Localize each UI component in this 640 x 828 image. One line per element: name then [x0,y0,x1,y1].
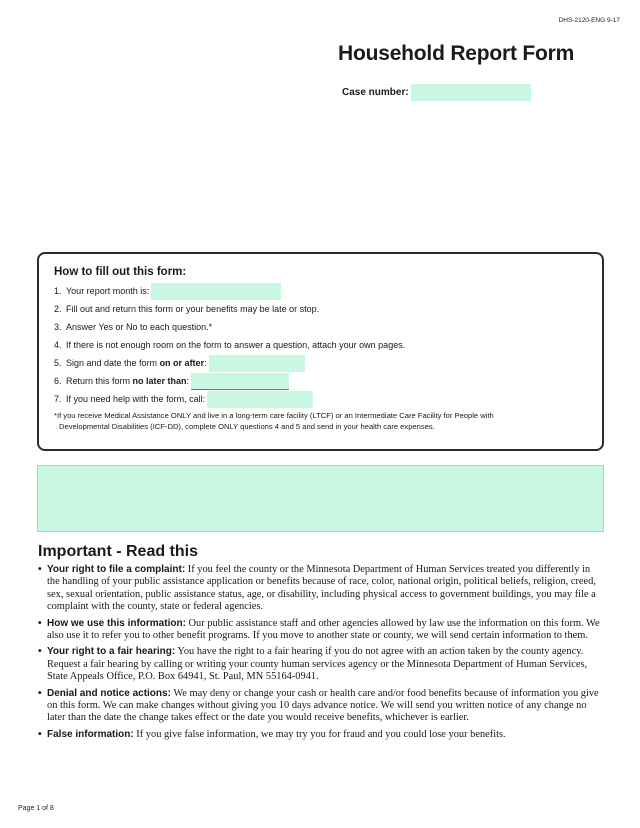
important-item [38,688,604,725]
how-to-item [54,354,588,372]
item-lead: Denial and notice actions: [47,687,171,699]
important-list [38,564,604,741]
item-text-suffix: : [204,358,207,368]
how-to-item [54,282,588,300]
how-to-item [54,390,588,408]
footnote-line: *If you receive Medical Assistance ONLY and live in a long-term care facility (LTCF) or an Intermediate Care Facility for People with [54,411,494,420]
sign-date-field[interactable] [209,355,305,372]
page-title: Household Report Form [338,42,575,65]
bullet: • [38,617,42,629]
case-number-row [342,84,531,101]
case-number-field[interactable] [411,84,531,101]
item-lead: Your right to file a complaint: [47,564,186,575]
important-item [38,729,604,741]
item-text: Your report month is: [66,286,150,296]
page-number: Page 1 of 8 [18,805,54,812]
item-text: Our public assistance staff and other agencies allowed by law use the information on this form. We also use it to refer you to other benefit programs. If you move to another state or county, we will send certain information to them. [47,617,600,642]
how-to-title: How to fill out this form: [54,266,187,278]
item-number: 1. [54,286,62,296]
important-title: Important - Read this [38,543,199,560]
item-text-bold: no later than [132,376,187,386]
item-number: 7. [54,394,62,404]
item-number: 6. [54,376,62,386]
important-item [38,646,604,683]
item-text-suffix: : [186,376,190,386]
how-to-item [54,336,588,354]
item-text: Sign and date the form [66,358,160,368]
return-date-field[interactable] [191,373,289,390]
item-lead: False information: [47,728,134,740]
item-number: 2. [54,304,62,314]
important-section [38,543,604,745]
footnote [54,411,588,432]
item-text: Answer Yes or No to each question.* [66,322,213,332]
how-to-panel [37,252,604,451]
bullet: • [38,687,42,699]
item-number: 5. [54,358,62,368]
item-text: If you feel the county or the Minnesota Department of Human Services treated you differently in the handling of your public assistance application or benefits because of race, color, national origin, political beliefs, religion, creed, sex, sexual orientation, public assistance status, age, or disability, including physical access to government buildings, you may file a complaint with the county, state or federal agencies. [47,564,596,613]
how-to-item [54,300,588,318]
important-item [38,618,604,643]
bullet: • [38,728,42,740]
item-lead: Your right to a fair hearing: [47,646,176,658]
item-text: Return this form [66,376,133,386]
item-text-bold: on or after [159,358,205,368]
item-lead: How we use this information: [47,617,186,629]
item-text: If you need help with the form, call: [66,394,206,404]
item-text: If you give false information, we may try you for fraud and you could lose your benefits. [133,728,506,740]
report-month-field[interactable] [151,283,281,300]
item-text: Fill out and return this form or your benefits may be late or stop. [66,304,320,314]
item-number: 3. [54,322,62,332]
footnote-line: Developmental Disabilities (ICF-DD), complete ONLY questions 4 and 5 and send in your health care expenses. [59,421,435,431]
bullet: • [38,646,42,658]
item-text: If there is not enough room on the form to answer a question, attach your own pages. [66,340,406,350]
how-to-item [54,372,588,390]
form-code: DHS-2120-ENG 9-17 [558,17,620,24]
bullet: • [38,564,42,575]
item-text: You have the right to a fair hearing if you do not agree with an action taken by the county agency. Request a fair hearing by calling or writing your county human services agency or the Minnesota Department of Human Services, State Appeals Office, P.O. Box 64941, St. Paul, MN 55164-0941. [47,646,588,683]
case-number-label: Case number: [342,87,409,98]
help-phone-field[interactable] [207,391,313,408]
item-number: 4. [54,340,62,350]
item-text: We may deny or change your cash or health care and/or food benefits because of information you give on this form. We can make changes without giving you 10 days advance notice. We will send you written notice of any change no later than the date the change takes effect or the date you would receive benefits, whichever is earlier. [47,687,599,724]
address-field-box[interactable] [37,465,604,532]
how-to-list [54,282,588,408]
important-item [38,564,604,614]
how-to-item [54,318,588,336]
